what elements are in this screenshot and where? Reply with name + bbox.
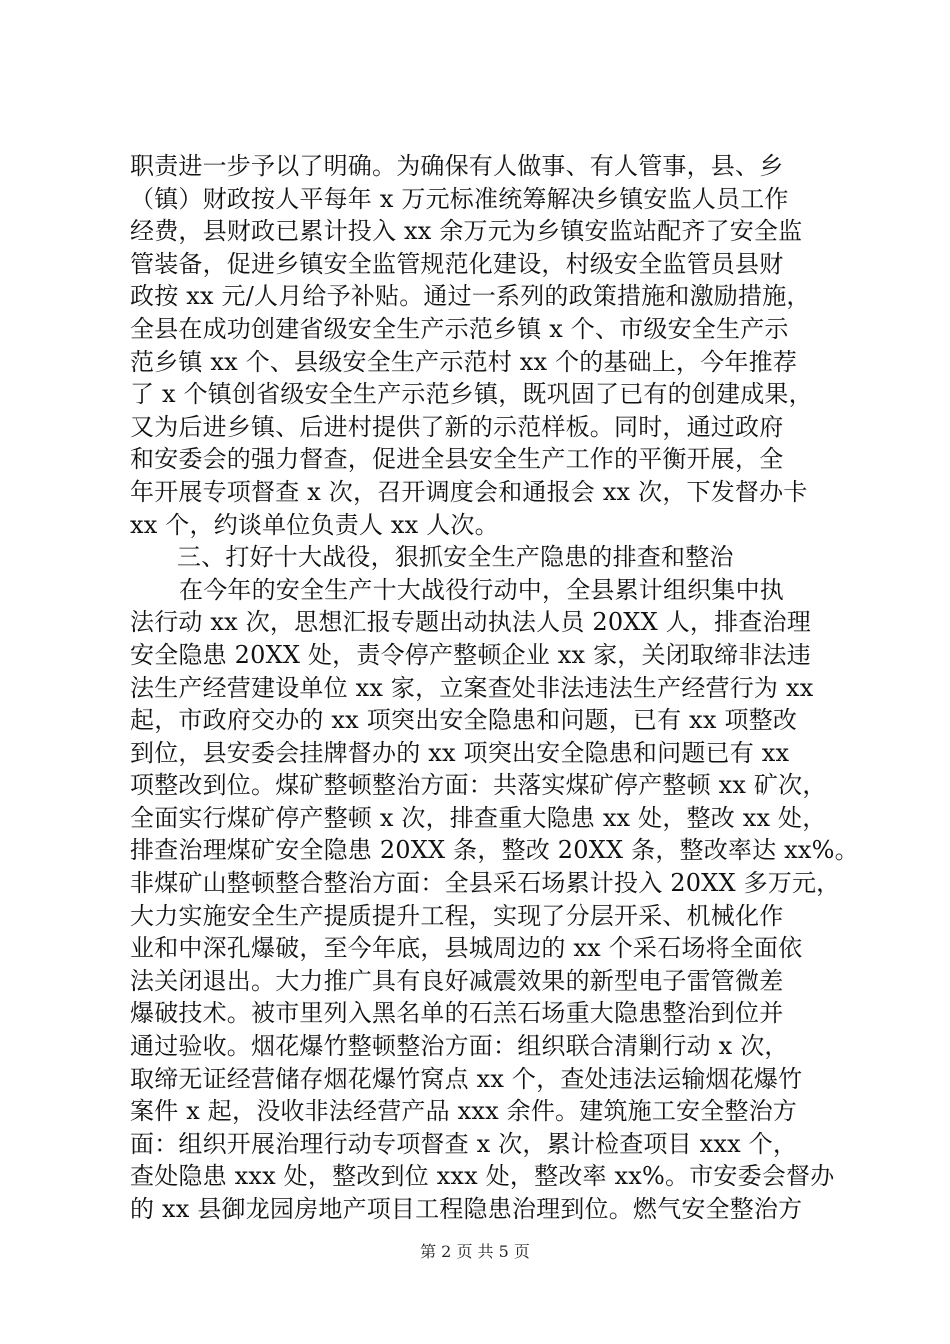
text-line: 取缔无证经营储存烟花爆竹窝点 xx 个，查处违法运输烟花爆竹 <box>130 1064 803 1093</box>
text-line: 通过验收。烟花爆竹整顿整治方面：组织联合清剿行动 x 次， <box>130 1032 789 1061</box>
text-line: 项整改到位。煤矿整顿整治方面：共落实煤矿停产整顿 xx 矿次， <box>130 771 827 800</box>
text-line: 范乡镇 xx 个、县级安全生产示范村 xx 个的基础上，今年推荐 <box>130 347 798 376</box>
text-line: 职责进一步予以了明确。为确保有人做事、有人管事，县、乡 <box>130 152 784 180</box>
document-body <box>130 150 859 1226</box>
text-line: 年开展专项督查 x 次，召开调度会和通报会 xx 次，下发督办卡 <box>130 477 808 506</box>
text-line: 管装备，促进乡镇安全监管规范化建设，村级安全监管员县财 <box>130 249 784 278</box>
text-line: （镇）财政按人平每年 x 万元标准统筹解决乡镇安监人员工作 <box>130 184 789 213</box>
section-heading: 三、打好十大战役，狠抓安全生产隐患的排查和整治 <box>177 543 734 572</box>
text-line: 法关闭退出。大力推广具有良好减震效果的新型电子雷管微差 <box>130 966 784 995</box>
text-line: 了 x 个镇创省级安全生产示范乡镇，既巩固了已有的创建成果， <box>130 380 813 409</box>
text-line: 案件 x 起，没收非法经营产品 xxx 余件。建筑施工安全整治方 <box>130 1097 798 1126</box>
text-line: 面：组织开展治理行动专项督查 x 次，累计检查项目 xxx 个， <box>130 1129 798 1158</box>
text-line: 查处隐患 xxx 处，整改到位 xxx 处，整改率 xx%。市安委会督办 <box>130 1162 835 1191</box>
text-line: 爆破技术。被市里列入黑名单的石羔石场重大隐患整治到位并 <box>130 999 784 1028</box>
text-line: 大力实施安全生产提质提升工程，实现了分层开采、机械化作 <box>130 901 784 930</box>
page-number-footer: 第 2 页 共 5 页 <box>420 1242 530 1261</box>
text-line: 全面实行煤矿停产整顿 x 次，排查重大隐患 xx 处，整改 xx 处， <box>130 803 827 832</box>
paragraph-first-line: 在今年的安全生产十大战役行动中，全县累计组织集中执 <box>179 575 784 604</box>
text-line: 到位，县安委会挂牌督办的 xx 项突出安全隐患和问题已有 xx <box>130 738 790 767</box>
text-line: 的 xx 县御龙园房地产项目工程隐患治理到位。燃气安全整治方 <box>130 1195 803 1223</box>
text-line: 又为后进乡镇、后进村提供了新的示范样板。同时，通过政府 <box>130 412 784 441</box>
text-line: 排查治理煤矿安全隐患 20XX 条，整改 20XX 条，整改率达 xx%。 <box>130 836 859 865</box>
text-line: 政按 xx 元/人月给予补贴。通过一系列的政策措施和激励措施， <box>130 282 811 311</box>
text-line: 全县在成功创建省级安全生产示范乡镇 x 个、市级安全生产示 <box>130 314 789 343</box>
text-line: 非煤矿山整顿整合整治方面：全县采石场累计投入 20XX 多万元， <box>130 869 841 898</box>
text-line: 法生产经营建设单位 xx 家，立案查处非法违法生产经营行为 xx <box>130 673 814 702</box>
text-line: 经费，县财政已累计投入 xx 余万元为乡镇安监站配齐了安全监 <box>130 217 803 246</box>
text-line: 和安委会的强力督查，促进全县安全生产工作的平衡开展，全 <box>130 445 784 474</box>
text-line: 安全隐患 20XX 处，责令停产整顿企业 xx 家，关闭取缔非法违 <box>130 640 811 669</box>
text-line: 业和中深孔爆破，至今年底，县城周边的 xx 个采石场将全面依 <box>130 934 803 963</box>
text-line: xx 个，约谈单位负责人 xx 人次。 <box>130 510 499 539</box>
text-line: 起，市政府交办的 xx 项突出安全隐患和问题，已有 xx 项整改 <box>130 706 798 735</box>
text-line: 法行动 xx 次，思想汇报专题出动执法人员 20XX 人，排查治理 <box>130 608 811 637</box>
